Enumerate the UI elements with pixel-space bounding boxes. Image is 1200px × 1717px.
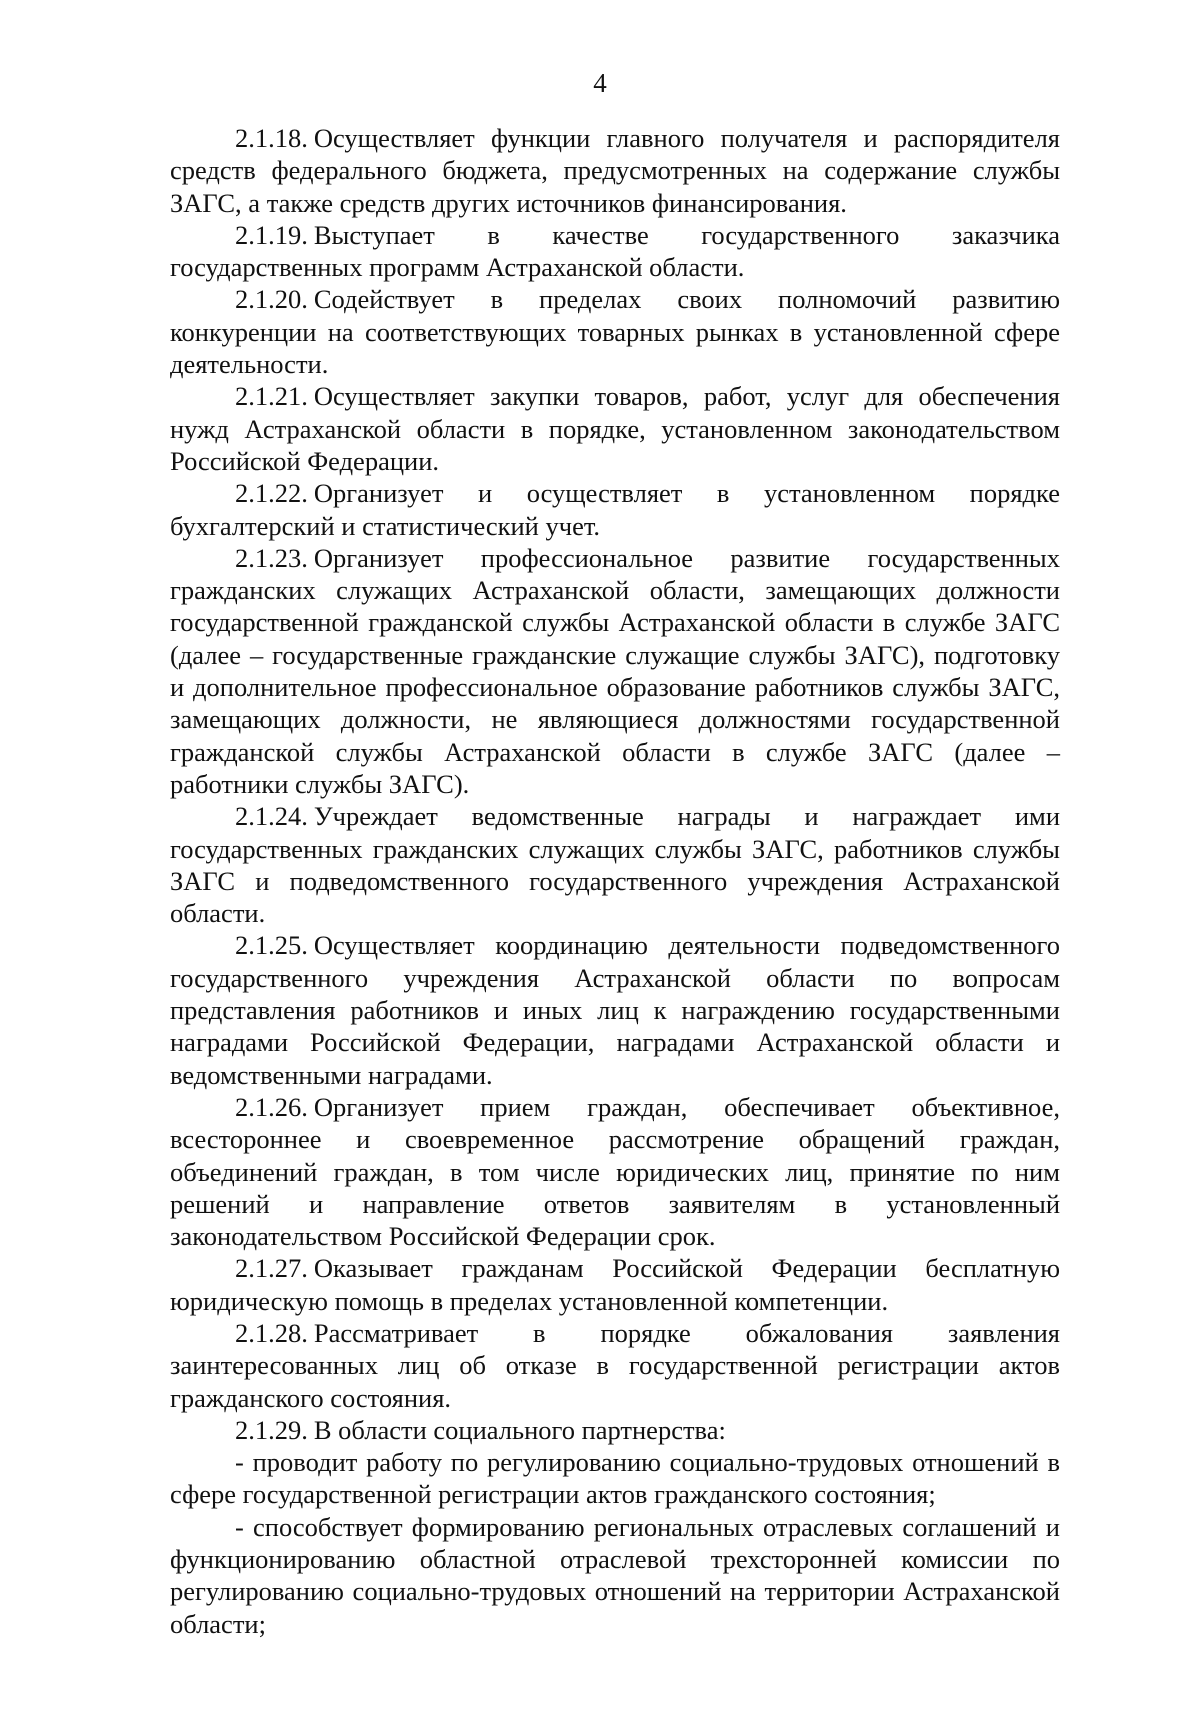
list-item-text: - способствует формированию региональных отраслевых соглашений и функционированию областной отраслевой трехсторонней комиссии по регулированию социально-трудовых отношений на территории Астраханской области; [170,1511,1060,1639]
clause-text: Рассматривает в порядке обжалования заявления заинтересованных лиц об отказе в государственной регистрации актов гражданского состояния. [170,1317,1060,1413]
paragraph-2-1-25 [170,929,1060,1090]
paragraph-2-1-26 [170,1091,1060,1252]
paragraph-2-1-18 [170,122,1060,219]
list-item-social-labor-regulation [170,1446,1060,1511]
clause-text: Оказывает гражданам Российской Федерации бесплатную юридическую помощь в пределах установленной компетенции. [170,1253,1060,1316]
clause-number: 2.1.28. [235,1317,308,1348]
clause-number: 2.1.18. [235,123,308,153]
clause-number: 2.1.19. [235,219,308,250]
clause-number: 2.1.21. [235,381,308,412]
clause-text: В области социального партнерства: [313,1414,726,1445]
paragraph-2-1-21 [170,380,1060,477]
clause-number: 2.1.26. [235,1091,308,1122]
clause-text: Содействует в пределах своих полномочий развитию конкуренции на соответствующих товарных рынках в установленной сфере деятельности. [170,284,1060,380]
list-item-regional-agreements [170,1511,1060,1640]
clause-text: Выступает в качестве государственного заказчика государственных программ Астраханской области. [170,219,1060,283]
clause-text: Организует и осуществляет в установленном порядке бухгалтерский и статистический учет. [170,478,1060,541]
document-body [170,122,1060,1640]
paragraph-2-1-27 [170,1252,1060,1317]
clause-number: 2.1.20. [235,284,308,315]
clause-number: 2.1.23. [235,542,308,573]
list-item-text: - проводит работу по регулированию социально-трудовых отношений в сфере государственной регистрации актов гражданского состояния; [170,1447,1060,1510]
paragraph-2-1-29 [170,1414,1060,1446]
clause-number: 2.1.25. [235,930,308,961]
paragraph-2-1-28 [170,1317,1060,1414]
clause-number: 2.1.24. [235,801,308,832]
clause-text: Учреждает ведомственные награды и награждает ими государственных гражданских служащих службы ЗАГС, работников службы ЗАГС и подведомственного государственного учреждения Астраханской области. [170,801,1060,929]
clause-text: Осуществляет закупки товаров, работ, услуг для обеспечения нужд Астраханской области в порядке, установленном законодательством Российской Федерации. [170,381,1060,476]
clause-number: 2.1.29. [235,1414,308,1445]
clause-text: Осуществляет координацию деятельности подведомственного государственного учреждения Астраханской области по вопросам представления работников и иных лиц к награждению государственными наградами Российской Федерации, наградами Астраханской области и ведомственными наградами. [170,930,1060,1090]
paragraph-2-1-19 [170,219,1060,284]
clause-text: Организует профессиональное развитие государственных гражданских служащих Астраханской области, замещающих должности государственной гражданской службы Астраханской области в службе ЗАГС (далее – государственные гражданские служащие службы ЗАГС), подготовку и дополнительное профессиональное образование работников службы ЗАГС, замещающих должности, не являющиеся должностями государственной гражданской службы Астраханской области в службе ЗАГС (далее – работники службы ЗАГС). [170,542,1060,799]
clause-text: Организует прием граждан, обеспечивает объективное, всестороннее и своевременное рассмотрение обращений граждан, объединений граждан, в том числе юридических лиц, принятие по ним решений и направление ответов заявителям в установленный законодательством Российской Федерации срок. [170,1091,1060,1252]
clause-number: 2.1.27. [235,1253,308,1284]
clause-number: 2.1.22. [235,478,308,509]
paragraph-2-1-24 [170,800,1060,929]
paragraph-2-1-22 [170,477,1060,542]
paragraph-2-1-23 [170,542,1060,800]
clause-text: Осуществляет функции главного получателя и распорядителя средств федерального бюджета, предусмотренных на содержание службы ЗАГС, а также средств других источников финансирования. [170,123,1060,218]
paragraph-2-1-20 [170,283,1060,380]
page-number: 4 [593,68,607,98]
